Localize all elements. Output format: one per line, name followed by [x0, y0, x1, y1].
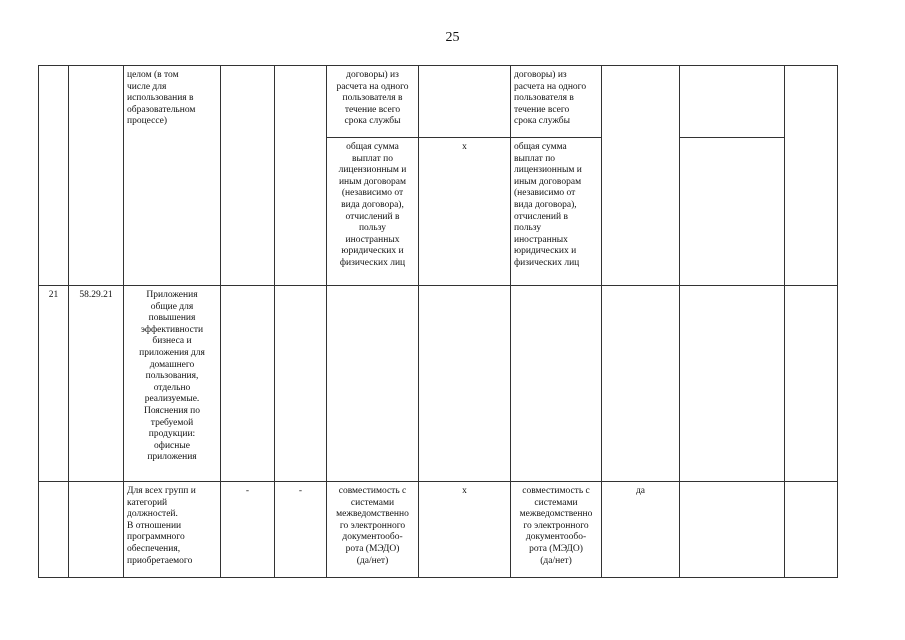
table-cell	[680, 482, 785, 578]
table-cell	[419, 286, 511, 482]
property-cell: договоры) из расчета на одного пользователя в течение всего срока службы	[327, 66, 419, 138]
table-cell	[39, 66, 69, 286]
table-cell	[511, 286, 602, 482]
table-cell	[680, 66, 785, 138]
table-cell	[680, 138, 785, 286]
okpd-code-cell: 58.29.21	[69, 286, 124, 482]
table-cell	[419, 66, 511, 138]
characteristic-cell: целом (в том числе для использования в образовательном процессе)	[124, 66, 221, 286]
page-number: 25	[445, 30, 460, 45]
dash-cell: -	[275, 482, 327, 578]
property-cell: договоры) из расчета на одного пользователя в течение всего срока службы	[511, 66, 602, 138]
table-cell	[602, 286, 680, 482]
value-cell: да	[602, 482, 680, 578]
table-cell	[602, 66, 680, 286]
table-cell	[785, 286, 838, 482]
requirements-table	[38, 65, 838, 578]
table-cell	[221, 66, 275, 286]
table-cell	[69, 66, 124, 286]
property-cell: совместимость с системами межведомственно го электронного документообо- рота (МЭДО) (да/нет)	[511, 482, 602, 578]
table-cell	[69, 482, 124, 578]
row-number-cell: 21	[39, 286, 69, 482]
table-cell	[221, 286, 275, 482]
property-cell: совместимость с системами межведомственно го электронного документообо- рота (МЭДО) (да/нет)	[327, 482, 419, 578]
property-cell: общая сумма выплат по лицензионным и иным договорам (независимо от вида договора), отчислений в пользу иностранных юридических и физических лиц	[511, 138, 602, 286]
table-cell	[680, 286, 785, 482]
table-cell	[275, 286, 327, 482]
category-cell: Для всех групп и категорий должностей. В отношении программного обеспечения, приобретаемого	[124, 482, 221, 578]
table-row	[39, 66, 838, 138]
table-row	[39, 286, 838, 482]
table-cell	[275, 66, 327, 286]
product-name-cell: Приложения общие для повышения эффективности бизнеса и приложения для домашнего пользования, отдельно реализуемые. Пояснения по требуемой продукции: офисные приложения	[124, 286, 221, 482]
table-cell	[785, 66, 838, 286]
table-cell	[785, 482, 838, 578]
table-row	[39, 482, 838, 578]
table-cell	[39, 482, 69, 578]
dash-cell: -	[221, 482, 275, 578]
property-cell: общая сумма выплат по лицензионным и иным договорам (независимо от вида договора), отчислений в пользу иностранных юридических и физических лиц	[327, 138, 419, 286]
unit-cell: x	[419, 482, 511, 578]
table-cell	[327, 286, 419, 482]
unit-cell: x	[419, 138, 511, 286]
